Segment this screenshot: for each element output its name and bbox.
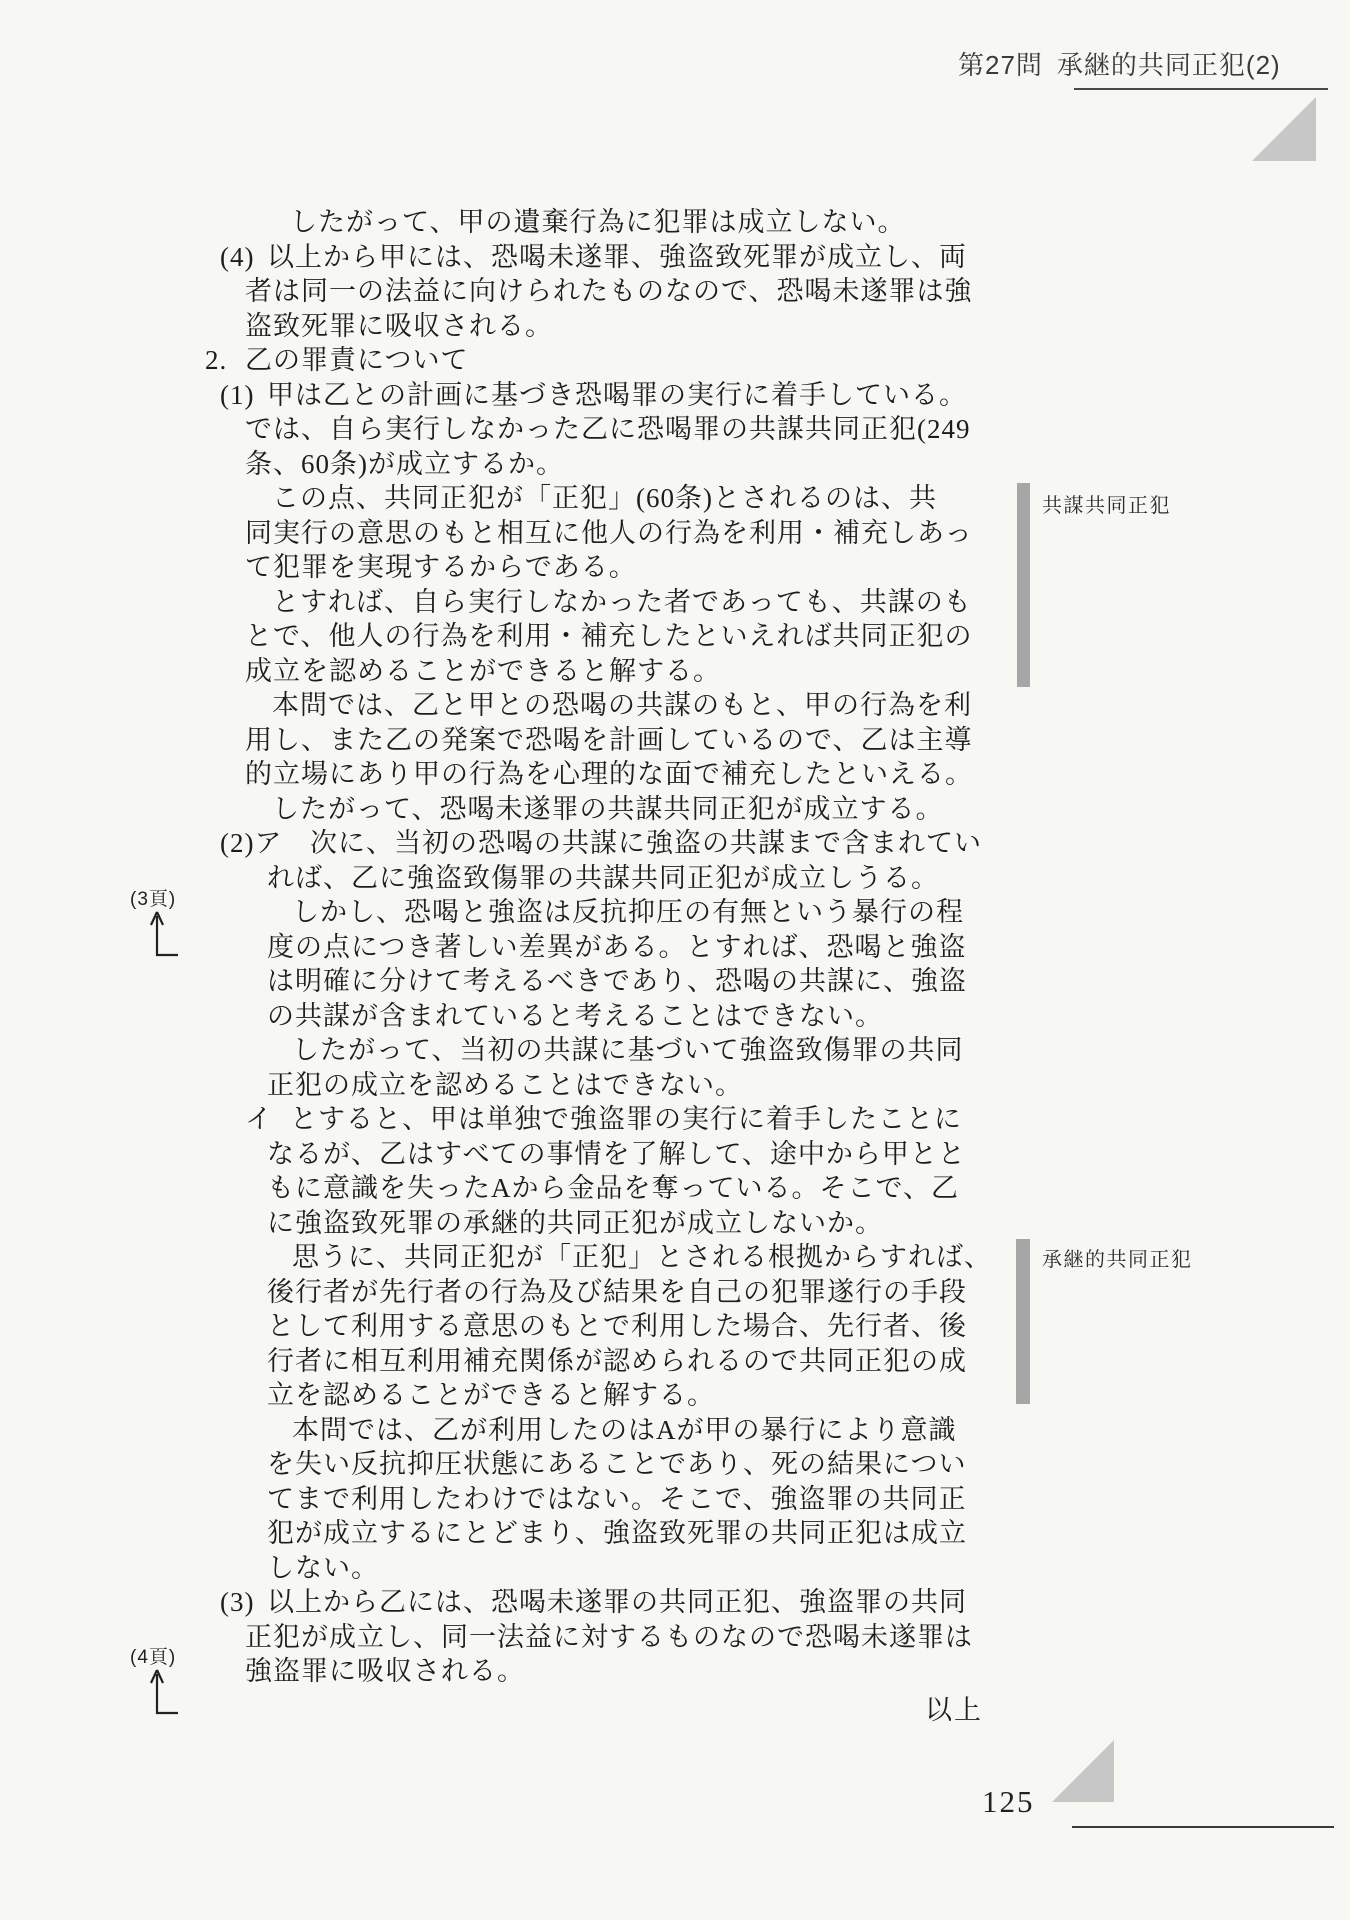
line-text: とすれば、自ら実行しなかった者であっても、共謀のも [272, 586, 972, 617]
line-text: では、自ら実行しなかった乙に恐喝罪の共謀共同正犯(249 [245, 414, 971, 444]
list-number: (1) [220, 379, 255, 410]
text-line [245, 654, 721, 688]
line-text: 以上から乙には、恐喝未遂罪の共同正犯、強盗罪の共同 [267, 1587, 967, 1617]
page-ref-arrow-icon [146, 908, 182, 967]
line-text: 盗致死罪に吸収される。 [245, 310, 553, 341]
header-underline [1074, 88, 1328, 90]
line-text: 的立場にあり甲の行為を心理的な面で補充したといえる。 [245, 759, 973, 789]
text-line [290, 205, 905, 239]
line-text: 本問では、乙と甲との恐喝の共謀のもと、甲の行為を利 [272, 690, 972, 720]
side-note-shokei: 承継的共同正犯 [1042, 1249, 1193, 1271]
line-text: 用し、また乙の発案で恐喝を計画しているので、乙は主導 [245, 724, 973, 755]
text-line [245, 723, 972, 757]
text-line [267, 861, 939, 895]
line-text: 条、60条)が成立するか。 [245, 448, 564, 479]
keyword-bar [1017, 483, 1030, 687]
line-text: 乙の罪責について [245, 345, 469, 375]
line-text: 同実行の意思のもと相互に他人の行為を利用・補充しあっ [245, 517, 973, 548]
line-text: 度の点につき著しい差異がある。とすれば、恐喝と強盗 [267, 931, 967, 962]
text-line [267, 1206, 883, 1240]
line-text: 成立を認めることができると解する。 [245, 655, 721, 686]
text-line [267, 1275, 967, 1309]
line-text: てまで利用したわけではない。そこで、強盗罪の共同正 [267, 1483, 967, 1514]
text-line [267, 1171, 959, 1205]
line-text: は明確に分けて考えるべきであり、恐喝の共謀に、強盗 [267, 966, 967, 996]
list-number: (2)ア [220, 828, 283, 858]
text-line [220, 240, 967, 274]
text-line [245, 619, 972, 653]
problem-title: 承継的共同正犯(2) [1056, 50, 1281, 80]
list-number: (3) [220, 1587, 255, 1617]
side-note-kyobo: 共謀共同正犯 [1042, 495, 1171, 517]
line-text: この点、共同正犯が「正犯」(60条)とされるのは、共 [272, 483, 937, 513]
page-header [958, 45, 1281, 82]
text-line [267, 1482, 966, 1516]
line-text: 思うに、共同正犯が「正犯」とされる根拠からすれば、 [292, 1242, 992, 1272]
line-text: 強盗罪に吸収される。 [245, 1656, 525, 1686]
text-line [292, 1413, 957, 1447]
line-text: 者は同一の法益に向けられたものなので、恐喝未遂罪は強 [245, 276, 973, 306]
line-text: 本問では、乙が利用したのはAが甲の暴行により意識 [292, 1414, 957, 1445]
line-text: なるが、乙はすべての事情を了解して、途中から甲とと [267, 1138, 966, 1169]
page-ref-4: (4頁) [130, 1647, 177, 1668]
line-text: として利用する意思のもとで利用した場合、先行者、後 [267, 1311, 967, 1341]
text-line [267, 1516, 967, 1550]
page-corner-icon [1052, 1740, 1114, 1807]
line-text: に強盗致死罪の承継的共同正犯が成立しないか。 [267, 1207, 883, 1238]
text-line [267, 930, 966, 964]
line-text: したがって、甲の遺棄行為に犯罪は成立しない。 [290, 207, 906, 237]
text-line [267, 1137, 966, 1171]
text-line [267, 1309, 967, 1343]
text-line [272, 481, 937, 515]
page-ref-3: (3頁) [130, 889, 177, 910]
line-text: しない。 [267, 1552, 379, 1583]
line-text: したがって、恐喝未遂罪の共謀共同正犯が成立する。 [272, 793, 944, 824]
line-text: て犯罪を実現するからである。 [245, 552, 637, 582]
text-line [220, 1585, 967, 1619]
line-text: 立を認めることができると解する。 [267, 1380, 715, 1410]
list-number: (4) [220, 241, 255, 272]
line-text: 正犯の成立を認めることはできない。 [267, 1069, 743, 1100]
text-line [272, 792, 943, 826]
page-number: 125 [982, 1784, 1035, 1819]
text-line [267, 1378, 715, 1412]
line-text: 正犯が成立し、同一法益に対するものなので恐喝未遂罪は [245, 1621, 973, 1652]
line-text: 甲は乙との計画に基づき恐喝罪の実行に着手している。 [267, 379, 967, 410]
text-line [245, 1620, 973, 1654]
text-line [205, 343, 468, 377]
text-line [267, 964, 967, 998]
footer-rule [1072, 1826, 1334, 1828]
text-line [272, 585, 972, 619]
text-line [292, 1033, 963, 1067]
line-text: もに意識を失ったAから金品を奪っている。そこで、乙 [267, 1173, 959, 1203]
line-text: 以上から甲には、恐喝未遂罪、強盗致死罪が成立し、両 [267, 241, 967, 272]
page-corner-icon [1252, 97, 1316, 166]
page-ref-arrow-icon [146, 1666, 182, 1725]
line-text: れば、乙に強盗致傷罪の共謀共同正犯が成立しうる。 [267, 862, 939, 893]
text-line [267, 1344, 967, 1378]
text-line [245, 550, 637, 584]
text-line [267, 1068, 743, 1102]
line-text: 行者に相互利用補充関係が認められるので共同正犯の成 [267, 1345, 967, 1376]
closing-word: 以上 [925, 1695, 983, 1725]
text-line [245, 1654, 525, 1688]
line-text: とで、他人の行為を利用・補充したといえれば共同正犯の [245, 621, 973, 651]
line-text: 犯が成立するにとどまり、強盗致死罪の共同正犯は成立 [267, 1518, 967, 1548]
line-text: を失い反抗抑圧状態にあることであり、死の結果につい [267, 1449, 967, 1479]
text-line [220, 826, 982, 860]
text-line [267, 999, 883, 1033]
text-line [267, 1551, 379, 1585]
text-line [245, 1102, 962, 1136]
text-line [245, 412, 971, 446]
text-line [272, 688, 972, 722]
line-text: とすると、甲は単独で強盗罪の実行に着手したことに [290, 1104, 962, 1134]
line-text: の共謀が含まれていると考えることはできない。 [267, 1000, 883, 1031]
list-number: 2. [205, 345, 228, 375]
text-line [245, 447, 564, 481]
line-text: しかし、恐喝と強盗は反抗抑圧の有無という暴行の程 [292, 897, 964, 927]
text-line [245, 274, 972, 308]
line-text: 後行者が先行者の行為及び結果を自己の犯罪遂行の手段 [267, 1276, 967, 1307]
problem-number: 第27問 [958, 50, 1043, 80]
line-text: したがって、当初の共謀に基づいて強盗致傷罪の共同 [292, 1035, 964, 1065]
text-line [245, 309, 553, 343]
list-number: イ [245, 1104, 273, 1134]
text-line [220, 378, 967, 412]
text-line [245, 757, 973, 791]
line-text: 次に、当初の恐喝の共謀に強盗の共謀まで含まれてい [310, 828, 982, 858]
text-line [267, 1447, 966, 1481]
keyword-bar [1016, 1239, 1030, 1404]
text-line [245, 516, 973, 550]
text-line [292, 895, 964, 929]
text-line [292, 1240, 992, 1274]
